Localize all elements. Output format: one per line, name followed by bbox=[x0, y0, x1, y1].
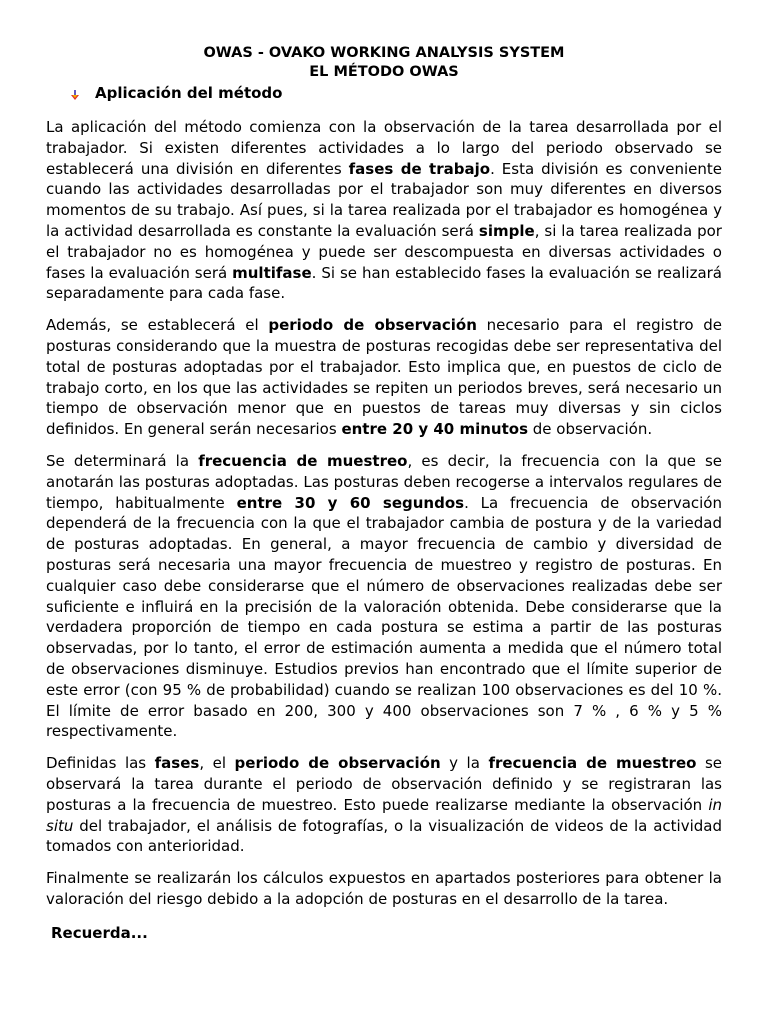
text-run: de observación. bbox=[528, 420, 653, 439]
text-run: . Si se han establecido fases la evaluación se realizará separadamente para cada fase. bbox=[46, 263, 722, 303]
text-run: , el bbox=[199, 754, 235, 773]
text-run: Además, se establecerá el bbox=[46, 316, 269, 335]
title-line-1: OWAS - OVAKO WORKING ANALYSIS SYSTEM bbox=[203, 45, 565, 61]
text-run: , si la tarea realizada por el trabajador no es homogénea y puede ser descompuesta en diversas actividades o fases la evaluación será bbox=[46, 221, 722, 282]
bold-term: frecuencia de muestreo bbox=[198, 451, 408, 470]
arrow-down-bullet-icon bbox=[68, 87, 82, 101]
bold-term: multifase bbox=[232, 263, 312, 282]
bold-term: simple bbox=[478, 221, 535, 240]
text-run: . La frecuencia de observación dependerá de la frecuencia con la que el trabajador cambia de postura y de la variedad de posturas adoptadas. En general, a mayor frecuencia de cambio y diversidad de posturas será necesaria una mayor frecuencia de muestreo y registro de posturas. En cualquier caso debe considerarse que el número de observaciones realizadas debe ser suficiente e influirá en la precisión de la valoración obtenida. Debe considerarse que la verdadera proporción de tiempo en cada postura se estima a partir de las posturas observadas, por lo tanto, el error de estimación aumenta a medida que el número total de observaciones disminuye. Estudios previos han encontrado que el límite superior de este error (con 95 % de probabilidad) cuando se realizan 100 observaciones es del 10 %. El límite de error basado en 200, 300 y 400 observaciones son 7 % , 6 % y 5 % respectivamente. bbox=[46, 493, 722, 741]
text-run: del trabajador, el análisis de fotografías, o la visualización de videos de la actividad tomados con anterioridad. bbox=[46, 816, 722, 856]
paragraph-sampling-frequency bbox=[46, 451, 722, 742]
bold-term: frecuencia de muestreo bbox=[488, 754, 697, 773]
bold-term: fases bbox=[154, 754, 200, 773]
text-run: necesario para el registro de posturas considerando que la muestra de posturas recogidas debe ser representativa del total de posturas adoptadas por el trabajador. Esto implica que, en puestos de ciclo de trabajo corto, en los que las actividades se repiten un periodos breves, será necesario un tiempo de observación menor que en puestos de tareas muy diversas y sin ciclos definidos. En general serán necesarios bbox=[46, 316, 722, 439]
text-run: Se determinará la bbox=[46, 451, 199, 470]
text-run: Definidas las bbox=[46, 754, 155, 773]
text-run: se observará la tarea durante el periodo de observación definido y se registraran las posturas a la frecuencia de muestreo. Esto puede realizarse mediante la observación bbox=[46, 754, 722, 814]
title-line-2: EL MÉTODO OWAS bbox=[309, 64, 459, 80]
recuerda-label: Recuerda... bbox=[51, 923, 148, 942]
text-run: La aplicación del método comienza con la observación de la tarea desarrollada por el trabajador. Si existen diferentes actividades a lo largo del periodo observado se establecerá una división en diferentes bbox=[46, 118, 722, 178]
paragraph-conclusion bbox=[46, 868, 722, 910]
text-run: Finalmente se realizarán los cálculos expuestos en apartados posteriores para obtener la valoración del riesgo debido a la adopción de posturas en el desarrollo de la tarea. bbox=[46, 869, 722, 908]
italic-term: in situ bbox=[46, 795, 722, 835]
paragraph-observation-period bbox=[46, 315, 722, 440]
bold-term: entre 20 y 40 minutos bbox=[341, 420, 528, 439]
text-run: , es decir, la frecuencia con la que se anotarán las posturas adoptadas. Las posturas deben recogerse a intervalos regulares de tiempo, habitualmente bbox=[46, 451, 722, 512]
section-heading-text: Aplicación del método bbox=[95, 84, 283, 102]
section-heading bbox=[68, 83, 722, 103]
document-title bbox=[46, 44, 722, 82]
bold-term: entre 30 y 60 segundos bbox=[236, 493, 465, 512]
text-run: y la bbox=[440, 754, 489, 773]
paragraph-application bbox=[46, 117, 722, 304]
paragraph-definitions bbox=[46, 753, 722, 857]
bold-term: periodo de observación bbox=[268, 316, 477, 335]
bold-term: fases de trabajo bbox=[348, 159, 491, 178]
text-run: . Esta división es conveniente cuando las actividades desarrolladas por el trabajador son muy diferentes en diversos momentos de su trabajo. Así pues, si la tarea realizada por el trabajador es homogénea y la actividad desarrollada es constante la evaluación será bbox=[46, 159, 722, 240]
bold-term: periodo de observación bbox=[234, 754, 441, 773]
